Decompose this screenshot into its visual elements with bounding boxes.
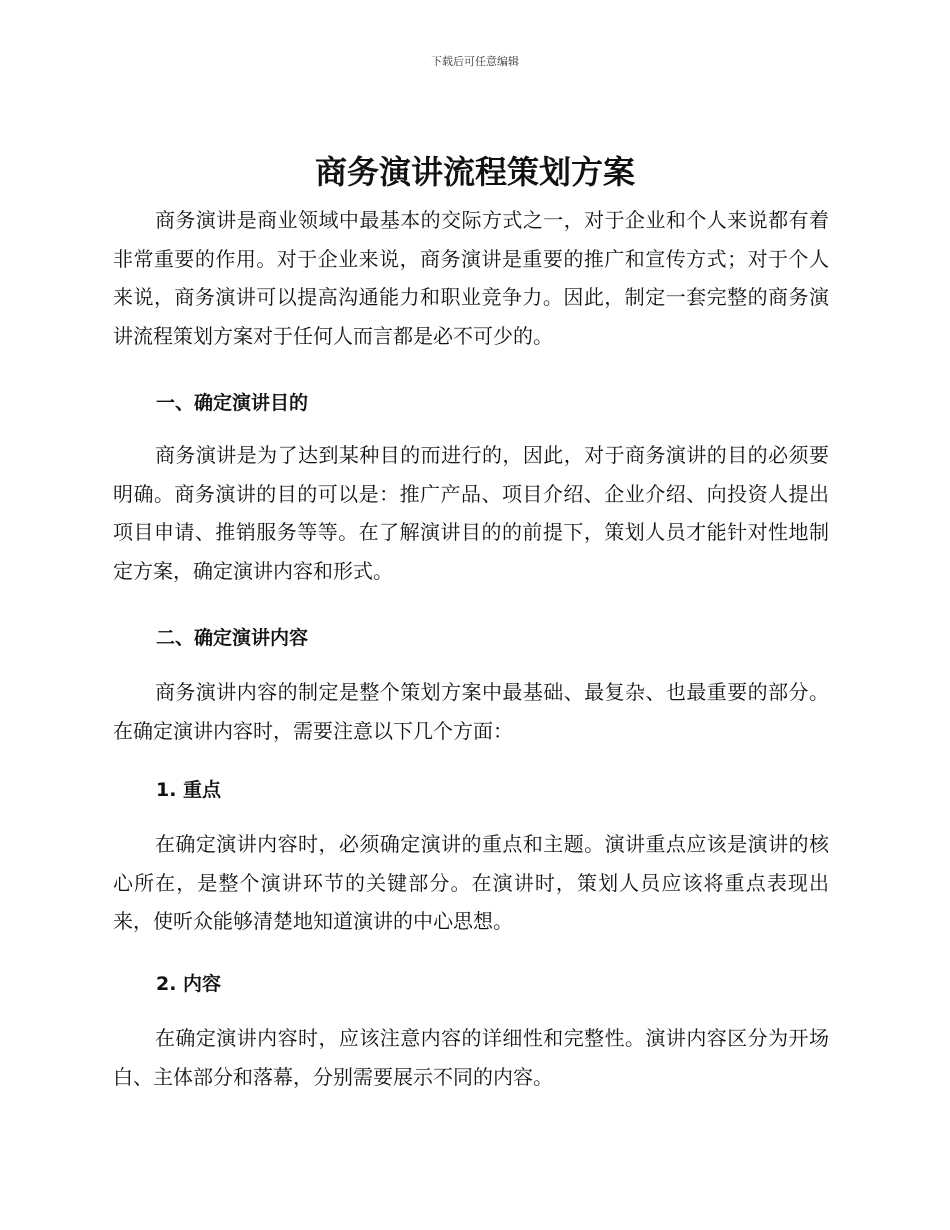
intro-paragraph: 商务演讲是商业领域中最基本的交际方式之一，对于企业和个人来说都有着非常重要的作用。对于企业来说，商务演讲是重要的推广和宣传方式；对于个人来说，商务演讲可以提高沟通能力和职业竞争力。因此，制定一套完整的商务演讲流程策划方案对于任何人而言都是必不可少的。 <box>113 208 829 348</box>
subsection-paragraph-content: 在确定演讲内容时，应该注意内容的详细性和完整性。演讲内容区分为开场白、主体部分和落幕，分别需要展示不同的内容。 <box>113 1026 829 1089</box>
document-title: 商务演讲流程策划方案 <box>314 153 635 191</box>
section-paragraph-purpose: 商务演讲是为了达到某种目的而进行的，因此，对于商务演讲的目的必须要明确。商务演讲的目的可以是：推广产品、项目介绍、企业介绍、向投资人提出项目申请、推销服务等等。在了解演讲目的的前提下，策划人员才能针对性地制定方案，确定演讲内容和形式。 <box>113 443 829 583</box>
subsection-heading-focus: 1. 重点 <box>156 779 222 801</box>
subsection-heading-content: 2. 内容 <box>156 973 222 995</box>
section-paragraph-content: 商务演讲内容的制定是整个策划方案中最基础、最复杂、也最重要的部分。在确定演讲内容时，需要注意以下几个方面： <box>113 680 829 743</box>
subsection-paragraph-focus: 在确定演讲内容时，必须确定演讲的重点和主题。演讲重点应该是演讲的核心所在，是整个演讲环节的关键部分。在演讲时，策划人员应该将重点表现出来，使听众能够清楚地知道演讲的中心思想。 <box>113 832 829 933</box>
page-header-note: 下载后可任意编辑 <box>431 55 519 68</box>
section-heading-purpose: 一、确定演讲目的 <box>156 392 309 414</box>
section-heading-content: 二、确定演讲内容 <box>156 627 309 649</box>
